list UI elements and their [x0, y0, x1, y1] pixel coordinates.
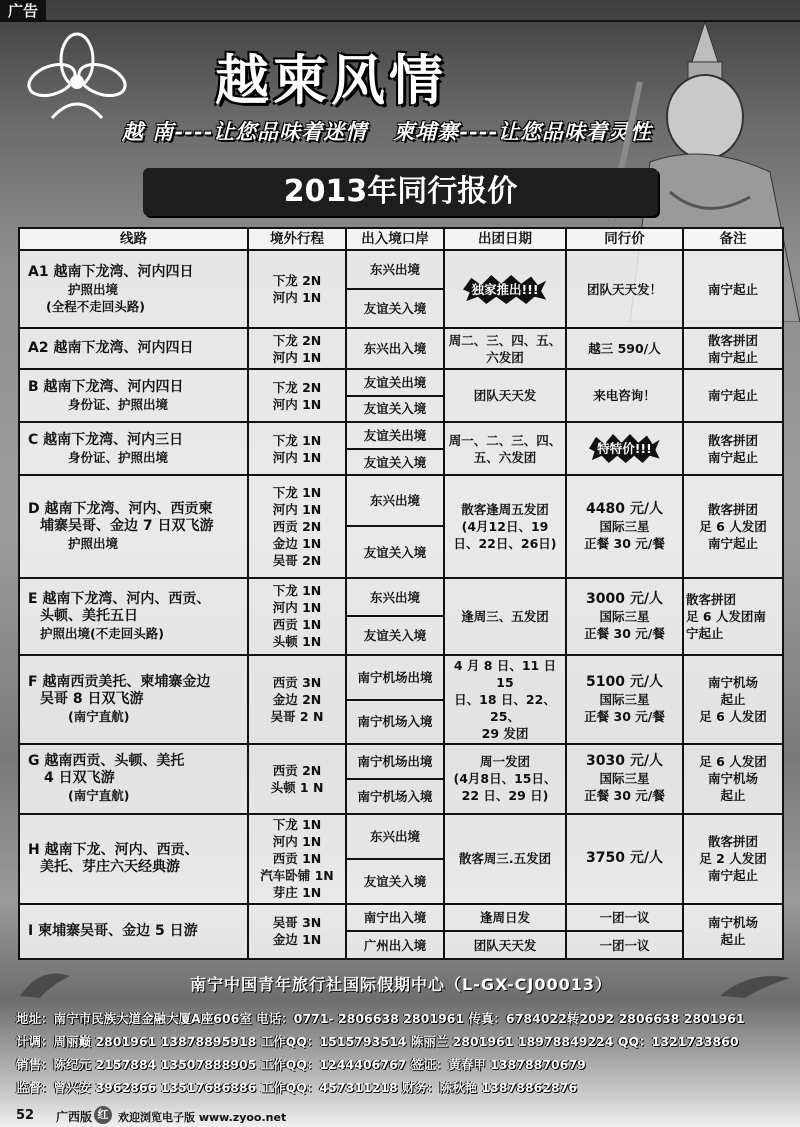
port-cell: 东兴出境: [346, 578, 444, 617]
table-row: [19, 475, 783, 526]
date-cell: 团队天天发: [444, 931, 566, 959]
port-cell: 南宁机场出境: [346, 744, 444, 779]
port-cell: 友谊关出境: [346, 422, 444, 449]
price-cell: 3750 元/人: [566, 814, 683, 904]
itinerary-cell: 下龙 2N 河内 1N: [248, 250, 346, 328]
slogan: [122, 116, 652, 146]
page-number: 52: [16, 1108, 35, 1123]
price-cell: [566, 422, 683, 475]
header-route: 线路: [19, 228, 248, 250]
table-row: [19, 578, 783, 617]
header-ports: 出入境口岸: [346, 228, 444, 250]
date-cell: 周一、二、三、四、 五、六发团: [444, 422, 566, 475]
port-cell: 东兴出境: [346, 250, 444, 289]
table-row: [19, 904, 783, 932]
itinerary-cell: 下龙 2N 河内 1N: [248, 369, 346, 422]
contact-address: 地址：南宁市民族大道金融大厦A座606室 电话：0771- 2806638 2801961 传真：6784022转2092 2806638 2801961: [16, 1011, 745, 1026]
contact-sales: 销售：陈纪元 2157884 13507888905 工作QQ：1244406767 签证：黄春甲 13878870679: [16, 1057, 586, 1072]
note-cell: 南宁起止: [683, 250, 783, 328]
price-cell: 越三 590/人: [566, 328, 683, 369]
itinerary-cell: 西贡 2N 头顿 1 N: [248, 744, 346, 814]
date-cell: 散客周三.五发团: [444, 814, 566, 904]
table-row: [19, 250, 783, 289]
edition-label: 广西版: [56, 1110, 93, 1124]
route-cell: E 越南下龙湾、河内、西贡、 头顿、美托五日 护照出境(不走回头路): [19, 578, 248, 656]
table-row: [19, 814, 783, 859]
route-cell: A2 越南下龙湾、河内四日: [19, 328, 248, 369]
table-header-row: [19, 228, 783, 250]
note-cell: 散客拼团 南宁起止: [683, 328, 783, 369]
ad-tag: 广告: [0, 0, 46, 22]
exclusive-badge: 独家推出!!!: [463, 275, 546, 304]
port-cell: 东兴出境: [346, 814, 444, 859]
port-cell: 友谊关入境: [346, 526, 444, 577]
route-cell: H 越南下龙、河内、西贡、 美托、芽庄六天经典游: [19, 814, 248, 904]
slogan-vietnam: 越 南----让您品味着迷情: [122, 119, 368, 144]
itinerary-cell: 下龙 1N 河内 1N 西贡 1N 头顿 1N: [248, 578, 346, 656]
route-cell: C 越南下龙湾、河内三日 身份证、护照出境: [19, 422, 248, 475]
contact-planner: 计调：周丽巅 2801961 13878895918 工作QQ：1515793514 陈丽兰 2801961 18978849224 QQ：1321733860: [16, 1034, 739, 1049]
price-cell: 5100 元/人 国际三星 正餐 30 元/餐: [566, 655, 683, 744]
date-cell: 散客逢周五发团 (4月12日、19 日、22日、26日): [444, 475, 566, 577]
port-cell: 友谊关入境: [346, 859, 444, 904]
note-cell: 南宁机场 起止: [683, 904, 783, 959]
brand-title: 越柬风情: [215, 48, 447, 112]
date-cell: [444, 250, 566, 328]
port-cell: 东兴出境: [346, 475, 444, 526]
price-cell: 4480 元/人 国际三星 正餐 30 元/餐: [566, 475, 683, 577]
contact-supervision: 监督：曾兴安 3962866 13517686886 工作QQ：457311218 财务：陈秋艳 13878862876: [16, 1080, 578, 1095]
port-cell: 广州出入境: [346, 931, 444, 959]
itinerary-cell: 西贡 3N 金边 2N 吴哥 2 N: [248, 655, 346, 744]
port-cell: 南宁机场出境: [346, 655, 444, 699]
note-cell: 散客拼团 足 6 人发团南 宁起止: [683, 578, 783, 656]
date-cell: 逢周日发: [444, 904, 566, 932]
itinerary-cell: 下龙 1N 河内 1N 西贡 2N 金边 1N 吴哥 2N: [248, 475, 346, 577]
port-cell: 东兴出入境: [346, 328, 444, 369]
itinerary-cell: 下龙 1N 河内 1N 西贡 1N 汽车卧铺 1N 芽庄 1N: [248, 814, 346, 904]
price-cell: 一团一议: [566, 904, 683, 932]
note-cell: 足 6 人发团 南宁机场 起止: [683, 744, 783, 814]
port-cell: 友谊关入境: [346, 396, 444, 423]
note-cell: 散客拼团 南宁起止: [683, 422, 783, 475]
company-name: 南宁中国青年旅行社国际假期中心（L-GX-CJ00013）: [190, 975, 613, 994]
date-cell: 周一发团 (4月8日、15日、 22 日、29 日): [444, 744, 566, 814]
port-cell: 友谊关入境: [346, 289, 444, 328]
route-cell: D 越南下龙湾、河内、西贡柬 埔寨吴哥、金边 7 日双飞游 护照出境: [19, 475, 248, 577]
table-row: [19, 422, 783, 449]
note-cell: 南宁起止: [683, 369, 783, 422]
route-cell: I 柬埔寨吴哥、金边 5 日游: [19, 904, 248, 959]
price-cell: 来电咨询！: [566, 369, 683, 422]
header-itinerary: 境外行程: [248, 228, 346, 250]
price-cell: 3000 元/人 国际三星 正餐 30 元/餐: [566, 578, 683, 656]
price-cell: 一团一议: [566, 931, 683, 959]
website-note[interactable]: 欢迎浏览电子版 www.zyoo.net: [118, 1111, 287, 1124]
special-price-badge: 特特价!!!: [589, 434, 660, 463]
table-row: [19, 655, 783, 699]
port-cell: 友谊关入境: [346, 616, 444, 655]
route-cell: F 越南西贡美托、柬埔寨金边 吴哥 8 日双飞游 (南宁直航): [19, 655, 248, 744]
route-cell: A1 越南下龙湾、河内四日 护照出境 (全程不走回头路): [19, 250, 248, 328]
port-cell: 南宁机场入境: [346, 779, 444, 814]
header-note: 备注: [683, 228, 783, 250]
note-cell: 散客拼团 足 2 人发团 南宁起止: [683, 814, 783, 904]
itinerary-cell: 下龙 2N 河内 1N: [248, 328, 346, 369]
port-cell: 南宁出入境: [346, 904, 444, 932]
table-row: [19, 328, 783, 369]
header-dates: 出团日期: [444, 228, 566, 250]
date-cell: 4 月 8 日、11 日 15 日、18 日、22、25、 29 发团: [444, 655, 566, 744]
date-cell: 逢周三、五发团: [444, 578, 566, 656]
slogan-cambodia: 柬埔寨----让您品味着灵性: [393, 119, 653, 144]
hong-logo-icon: 红: [94, 1106, 112, 1124]
note-cell: 南宁机场 起止 足 6 人发团: [683, 655, 783, 744]
price-table: [18, 227, 782, 960]
itinerary-cell: 下龙 1N 河内 1N: [248, 422, 346, 475]
port-cell: 友谊关出境: [346, 369, 444, 396]
table-row: [19, 369, 783, 396]
note-cell: 散客拼团 足 6 人发团 南宁起止: [683, 475, 783, 577]
flower-logo-icon: [22, 30, 132, 130]
route-cell: B 越南下龙湾、河内四日 身份证、护照出境: [19, 369, 248, 422]
price-cell: 团队天天发！: [566, 250, 683, 328]
table-row: [19, 744, 783, 779]
price-cell: 3030 元/人 国际三星 正餐 30 元/餐: [566, 744, 683, 814]
date-cell: 周二、三、四、五、 六发团: [444, 328, 566, 369]
route-cell: G 越南西贡、头顿、美托 4 日双飞游 (南宁直航): [19, 744, 248, 814]
date-cell: 团队天天发: [444, 369, 566, 422]
port-cell: 友谊关入境: [346, 449, 444, 476]
port-cell: 南宁机场入境: [346, 700, 444, 744]
itinerary-cell: 吴哥 3N 金边 1N: [248, 904, 346, 959]
page-title: 2013年同行报价: [143, 168, 658, 216]
header-price: 同行价: [566, 228, 683, 250]
